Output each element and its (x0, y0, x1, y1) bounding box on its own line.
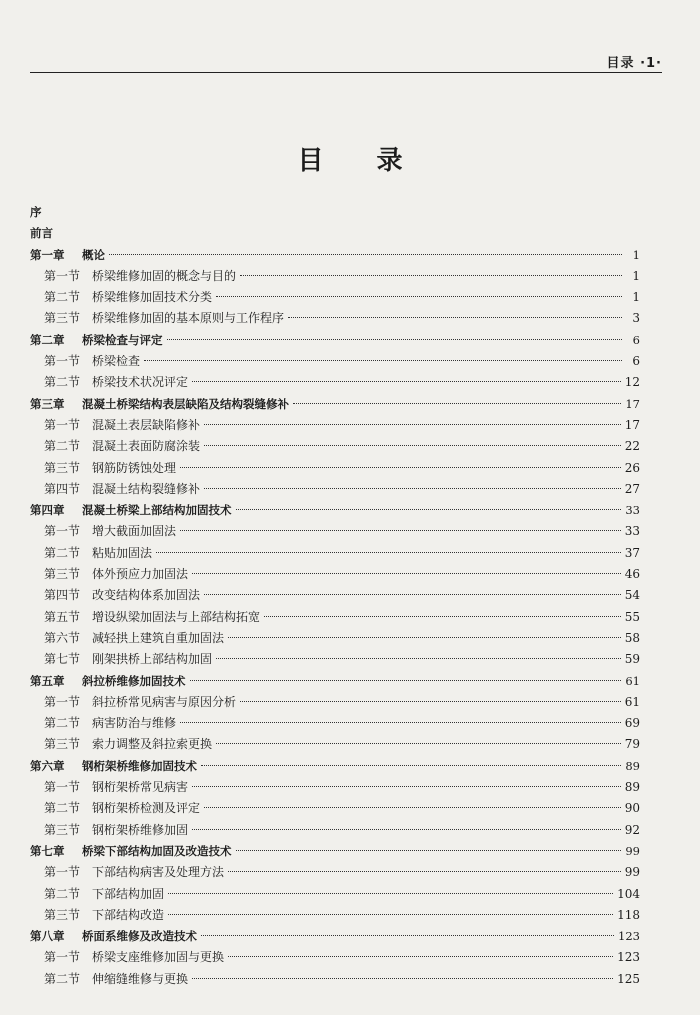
toc-page-number: 69 (624, 716, 640, 731)
toc-page-number: 61 (624, 694, 640, 709)
toc-section-entry (30, 543, 640, 564)
dot-leader (201, 935, 614, 936)
dot-leader (168, 914, 613, 915)
toc-entry-number: 第四章 (30, 503, 65, 518)
toc-entry-number: 第三节 (44, 907, 81, 922)
toc-entry-title: 序 (30, 205, 42, 219)
toc-entry-number: 第二节 (44, 801, 81, 816)
toc-entry-title: 混凝土表层缺陷修补 (92, 417, 201, 432)
toc-entry-title: 下部结构病害及处理方法 (92, 865, 225, 880)
toc-page-number: 79 (624, 737, 640, 752)
toc-section-entry (30, 287, 640, 308)
toc-chapter-entry (30, 671, 640, 692)
toc-entry-number: 第五节 (44, 609, 81, 624)
dot-leader (204, 594, 621, 595)
toc-page-number: 17 (624, 417, 640, 432)
toc-section-entry (30, 351, 640, 372)
dot-leader (240, 275, 622, 276)
toc-section-entry (30, 458, 640, 479)
toc-page-number: 46 (624, 567, 640, 582)
toc-page-number: 54 (624, 588, 640, 603)
toc-page-number: 123 (618, 929, 640, 944)
toc-entry-number: 第七节 (44, 652, 81, 667)
dot-leader (192, 381, 621, 382)
toc-entry-title: 斜拉桥常见病害与原因分析 (92, 694, 237, 709)
dot-leader (204, 424, 621, 425)
toc-section-entry (30, 308, 640, 329)
toc-section-entry (30, 436, 640, 457)
toc-entry-title: 斜拉桥维修加固技术 (82, 673, 186, 688)
dot-leader (236, 509, 622, 510)
toc-section-entry (30, 884, 640, 905)
dot-leader (228, 956, 613, 957)
toc-entry-title: 钢桁架桥常见病害 (92, 780, 189, 795)
dot-leader (192, 829, 621, 830)
toc-page-number: 99 (624, 865, 640, 880)
toc-page-number: 125 (617, 971, 640, 986)
toc-entry-number: 第一章 (30, 247, 65, 262)
toc-entry-number: 第五章 (30, 673, 65, 688)
toc-entry-title: 桥梁检查 (92, 354, 141, 369)
toc-section-entry (30, 820, 640, 841)
dot-leader (201, 765, 621, 766)
toc-entry-title: 桥梁支座维修加固与更换 (92, 950, 225, 965)
toc-page-number: 104 (617, 886, 640, 901)
toc-entry-title: 粘贴加固法 (92, 545, 153, 560)
toc-page-number: 61 (625, 673, 640, 688)
toc-page-number: 17 (625, 396, 640, 411)
toc-page-number: 90 (624, 801, 640, 816)
toc-section-entry (30, 905, 640, 926)
toc-entry-number: 第三节 (44, 567, 81, 582)
toc-entry-title: 混凝土桥梁结构表层缺陷及结构裂缝修补 (82, 396, 289, 411)
toc-section-entry (30, 692, 640, 713)
toc-entry-number: 第二章 (30, 332, 65, 347)
dot-leader (204, 488, 621, 489)
toc-page-number: 6 (632, 332, 640, 347)
table-of-contents (30, 202, 640, 990)
toc-entry-number: 第二节 (44, 971, 81, 986)
toc-entry-number: 第二节 (44, 716, 81, 731)
toc-page-number: 123 (617, 950, 640, 965)
toc-page-number: 92 (624, 822, 640, 837)
toc-page-number: 59 (624, 652, 640, 667)
toc-entry-title: 下部结构加固 (92, 886, 165, 901)
toc-entry-title: 钢桁架桥维修加固技术 (82, 758, 197, 773)
toc-entry-number: 第六节 (44, 630, 81, 645)
toc-prelim-entry (30, 223, 640, 244)
toc-entry-number: 第二节 (44, 545, 81, 560)
toc-page-number: 27 (624, 481, 640, 496)
toc-chapter-entry (30, 926, 640, 947)
toc-entry-title: 索力调整及斜拉索更换 (92, 737, 213, 752)
running-head: 目录 ·1· (606, 56, 662, 71)
dot-leader (204, 807, 621, 808)
toc-entry-number: 第三节 (44, 737, 81, 752)
toc-section-entry (30, 649, 640, 670)
toc-entry-number: 第二节 (44, 375, 81, 390)
toc-entry-title: 钢桁架桥检测及评定 (92, 801, 201, 816)
toc-chapter-entry (30, 394, 640, 415)
toc-section-entry (30, 947, 640, 968)
toc-entry-number: 第一节 (44, 780, 81, 795)
toc-entry-title: 伸缩缝维修与更换 (92, 971, 189, 986)
toc-entry-number: 第三节 (44, 311, 81, 326)
toc-entry-number: 第一节 (44, 354, 81, 369)
dot-leader (236, 850, 622, 851)
toc-section-entry (30, 628, 640, 649)
toc-entry-title: 桥面系维修及改造技术 (82, 929, 197, 944)
toc-section-entry (30, 415, 640, 436)
toc-entry-number: 第一节 (44, 694, 81, 709)
toc-entry-title: 前言 (30, 226, 53, 241)
toc-entry-number: 第三节 (44, 822, 81, 837)
toc-entry-title: 桥梁下部结构加固及改造技术 (82, 843, 232, 858)
toc-chapter-entry (30, 500, 640, 521)
toc-entry-number: 第六章 (30, 758, 65, 773)
toc-entry-title: 桥梁维修加固的基本原则与工作程序 (92, 311, 285, 326)
toc-page-number: 99 (625, 843, 640, 858)
toc-entry-title: 下部结构改造 (92, 907, 165, 922)
toc-page-number: 89 (624, 780, 640, 795)
dot-leader (192, 573, 621, 574)
dot-leader (216, 658, 621, 659)
toc-page-number: 33 (625, 503, 640, 518)
page-title: 目 录 (297, 146, 425, 176)
toc-entry-title: 混凝土结构裂缝修补 (92, 481, 201, 496)
toc-entry-number: 第四节 (44, 588, 81, 603)
toc-entry-title: 概论 (82, 247, 105, 262)
dot-leader (228, 871, 621, 872)
toc-entry-number: 第一节 (44, 865, 81, 880)
toc-section-entry (30, 607, 640, 628)
dot-leader (240, 701, 621, 702)
toc-entry-title: 钢桁架桥维修加固 (92, 822, 189, 837)
dot-leader (204, 445, 621, 446)
toc-entry-number: 第二节 (44, 290, 81, 305)
toc-section-entry (30, 521, 640, 542)
toc-entry-title: 混凝土表面防腐涂装 (92, 439, 201, 454)
toc-page-number: 1 (632, 268, 640, 283)
toc-section-entry (30, 734, 640, 755)
dot-leader (192, 978, 613, 979)
toc-section-entry (30, 969, 640, 990)
toc-entry-title: 病害防治与维修 (92, 716, 177, 731)
dot-leader (109, 254, 622, 255)
toc-entry-title: 改变结构体系加固法 (92, 588, 201, 603)
dot-leader (167, 339, 623, 340)
dot-leader (228, 637, 621, 638)
toc-page-number: 37 (624, 545, 640, 560)
dot-leader (293, 403, 621, 404)
dot-leader (288, 317, 622, 318)
toc-entry-number: 第二节 (44, 886, 81, 901)
toc-entry-title: 桥梁检查与评定 (82, 332, 163, 347)
dot-leader (156, 552, 621, 553)
toc-page-number: 22 (624, 439, 640, 454)
dot-leader (216, 296, 622, 297)
toc-page-number: 89 (625, 758, 640, 773)
toc-entry-number: 第三节 (44, 460, 81, 475)
toc-chapter-entry (30, 330, 640, 351)
dot-leader (216, 743, 621, 744)
toc-page-number: 118 (617, 907, 640, 922)
dot-leader (180, 722, 621, 723)
toc-section-entry (30, 798, 640, 819)
toc-entry-number: 第一节 (44, 950, 81, 965)
dot-leader (192, 786, 621, 787)
toc-entry-title: 体外预应力加固法 (92, 567, 189, 582)
toc-page-number: 55 (624, 609, 640, 624)
toc-page-number: 1 (632, 247, 640, 262)
toc-entry-title: 桥梁维修加固技术分类 (92, 290, 213, 305)
toc-page-number: 12 (624, 375, 640, 390)
dot-leader (264, 616, 621, 617)
dot-leader (180, 530, 621, 531)
toc-section-entry (30, 777, 640, 798)
toc-chapter-entry (30, 245, 640, 266)
toc-entry-number: 第一节 (44, 417, 81, 432)
toc-prelim-entry (30, 202, 640, 223)
toc-section-entry (30, 564, 640, 585)
toc-entry-title: 增设纵梁加固法与上部结构拓宽 (92, 609, 261, 624)
toc-section-entry (30, 585, 640, 606)
toc-entry-number: 第七章 (30, 843, 65, 858)
toc-page-number: 33 (624, 524, 640, 539)
toc-entry-number: 第一节 (44, 268, 81, 283)
toc-entry-title: 混凝土桥梁上部结构加固技术 (82, 503, 232, 518)
dot-leader (144, 360, 622, 361)
toc-entry-title: 增大截面加固法 (92, 524, 177, 539)
toc-entry-number: 第八章 (30, 929, 65, 944)
dot-leader (180, 467, 621, 468)
toc-section-entry (30, 266, 640, 287)
toc-entry-title: 桥梁维修加固的概念与目的 (92, 268, 237, 283)
toc-chapter-entry (30, 841, 640, 862)
dot-leader (168, 893, 613, 894)
toc-entry-title: 钢筋防锈蚀处理 (92, 460, 177, 475)
toc-page-number: 1 (632, 290, 640, 305)
toc-entry-number: 第二节 (44, 439, 81, 454)
toc-page-number: 6 (632, 354, 640, 369)
toc-page-number: 3 (632, 311, 640, 326)
toc-page-number: 58 (624, 630, 640, 645)
toc-entry-number: 第四节 (44, 481, 81, 496)
toc-section-entry (30, 479, 640, 500)
toc-section-entry (30, 372, 640, 393)
toc-entry-number: 第一节 (44, 524, 81, 539)
toc-page-number: 26 (624, 460, 640, 475)
toc-entry-number: 第三章 (30, 396, 65, 411)
toc-section-entry (30, 713, 640, 734)
page-header (30, 48, 662, 73)
toc-section-entry (30, 862, 640, 883)
dot-leader (190, 680, 622, 681)
toc-entry-title: 刚架拱桥上部结构加固 (92, 652, 213, 667)
toc-entry-title: 桥梁技术状况评定 (92, 375, 189, 390)
toc-chapter-entry (30, 756, 640, 777)
toc-entry-title: 减轻拱上建筑自重加固法 (92, 630, 225, 645)
